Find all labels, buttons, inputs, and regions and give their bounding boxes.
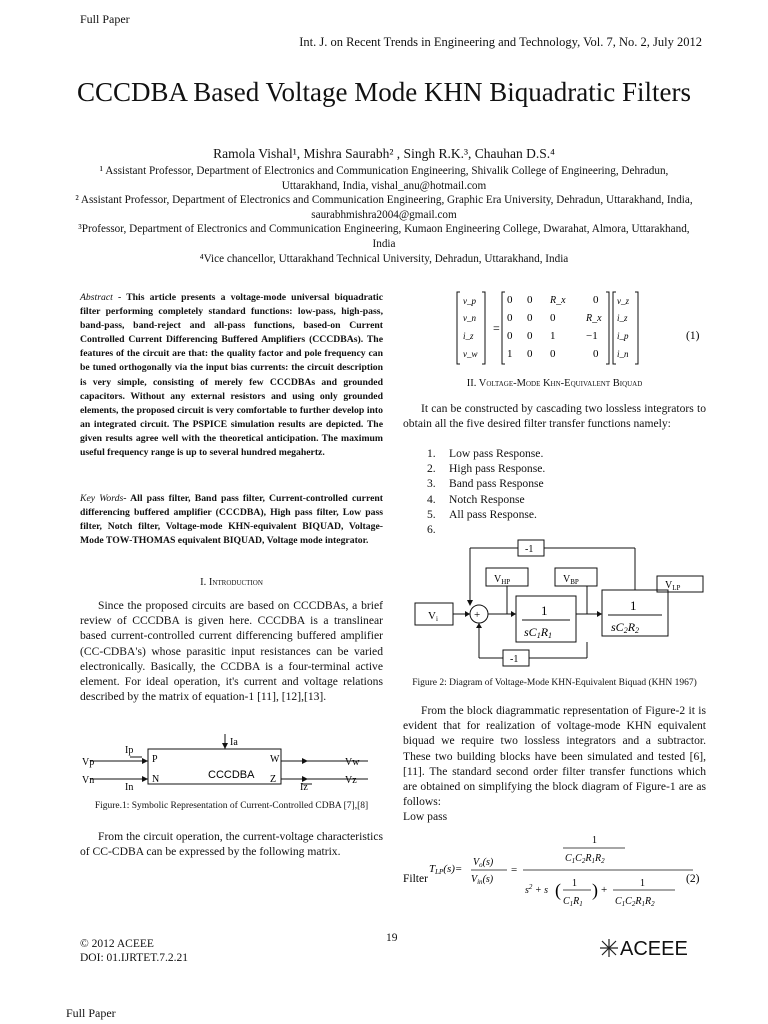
equation-2-number: (2) [686, 873, 700, 885]
rhs-ip: i_p [617, 331, 629, 341]
svg-text:-1: -1 [525, 544, 534, 555]
figure-1-caption: Figure.1: Symbolic Representation of Current-Controlled CDBA [7],[8] [94, 801, 369, 811]
section2-paragraph-1: It can be constructed by cascading two lossless integrators to obtain all the five desired filter transfer functions namely: [403, 402, 706, 431]
affiliations [70, 164, 698, 266]
svg-text:sC2R2: sC2R2 [611, 620, 640, 635]
fig1-label-vn: Vn [82, 775, 95, 786]
svg-text:1: 1 [541, 603, 548, 618]
affiliation-2: ² Assistant Professor, Department of Electronics and Communication Engineering, Graphic Era University, Dehradun, Uttarakhand, India, saurabhmishra2004@gmail.com [75, 194, 693, 221]
lowpass-label: Low pass [403, 810, 448, 823]
affiliation-3: ³Professor, Department of Electronics and Communication Engineering, Kumaon Engineering College, Dwarahat, Almora, Uttarakhand, India [78, 223, 690, 250]
figure-2-khn-block-diagram [410, 538, 716, 673]
svg-text:Vin(s): $V_{in}(s)$ [471, 874, 494, 886]
fig1-label-vw: Vw [345, 757, 360, 768]
svg-text:1: 1 [572, 878, 577, 889]
svg-text:Vo(s): $V_o(s)$ [473, 857, 494, 869]
svg-text:VBP: $V_{BP}$ [563, 574, 579, 586]
fig1-label-vp: Vp [82, 757, 95, 768]
response-list [427, 446, 545, 537]
svg-text:R_x: R_x [586, 313, 602, 324]
svg-text:+: + [601, 884, 608, 896]
section-heading-introduction: I. Introduction [200, 577, 263, 588]
header-label: Full Paper [80, 12, 130, 26]
rhs-vz: v_z [617, 296, 629, 306]
footer-label: Full Paper [66, 1006, 116, 1020]
list-item: 4. Notch Response [427, 492, 525, 506]
section2-paragraph-2: From the block diagrammatic representation of Figure-2 it is evident that for realization of voltage-mode KHN equivalent biquad we require two lossless integrators and a subtractor. These two building blocks have been simulated and tested [6], [11]. The standard second order filter transfer functions which are obtained on simplifying the block diagram of Figure-1 are as follows: [403, 704, 706, 809]
lhs-vn: v_n [463, 313, 476, 323]
authors: Ramola Vishal¹, Mishra Saurabh² , Singh R.K.³, Chauhan D.S.⁴ [213, 146, 555, 161]
paper-title: CCCDBA Based Voltage Mode KHN Biquadratic Filters [77, 77, 691, 107]
equation-2 [403, 830, 706, 910]
doi: DOI: 01.IJRTET.7.2.21 [80, 952, 189, 964]
svg-text:Filter: Filter [403, 873, 428, 885]
fig1-block-label: CCCDBA [208, 769, 255, 781]
rhs-in: i_n [617, 349, 629, 359]
lhs-vw: v_w [463, 349, 478, 359]
intro-paragraph-1: Since the proposed circuits are based on CCCDBAs, a brief review of CCCDBA is given here. CCCDBA is a translinear based current-controlled current differencing buffered amplifier (CC-CDBA's) whose parasitic input resistances can be varied electronically. Basically, the CCDBA is a four-terminal active element. For ideal operation, it's current and voltage relations described by the matrix of equation-1 [11], [12],[13]. [80, 599, 383, 704]
svg-text:1: 1 [640, 878, 645, 889]
fig1-label-ia: Ia [230, 737, 238, 748]
equation-1-matrix [403, 289, 706, 367]
abstract-label: Abstract [80, 292, 113, 303]
svg-text:-1: -1 [510, 654, 519, 665]
fig1-port-p: P [152, 754, 158, 765]
page-number: 19 [386, 932, 398, 944]
list-item: 5. All pass Response. [427, 507, 537, 521]
svg-text:0: 0 [507, 312, 513, 324]
svg-text:ACEEE: ACEEE [620, 938, 688, 960]
svg-text:=: = [493, 321, 500, 335]
svg-text:(: ( [555, 880, 561, 900]
figure-2-caption: Figure 2: Diagram of Voltage-Mode KHN-Equivalent Biquad (KHN 1967) [412, 678, 697, 688]
svg-text:R_x: R_x [550, 295, 566, 306]
svg-text:1: 1 [550, 330, 556, 342]
svg-text:C1R1: $C_1R_1$ [563, 896, 583, 908]
svg-text:Vi: Vi [428, 610, 438, 623]
aceee-logo [596, 934, 708, 962]
copyright: © 2012 ACEEE [80, 938, 154, 950]
svg-text:0: 0 [550, 312, 556, 324]
equation-1-number: (1) [686, 330, 700, 342]
figure-1-cccdba-symbol [80, 734, 383, 790]
svg-text:0: 0 [507, 330, 513, 342]
svg-text:VLP: $V_{LP}$ [665, 580, 681, 592]
svg-text:1: 1 [630, 598, 637, 613]
svg-text:+: + [474, 609, 481, 621]
svg-text:0: 0 [550, 348, 556, 360]
keywords [80, 492, 383, 548]
svg-text:0: 0 [527, 294, 533, 306]
lhs-iz: i_z [463, 331, 474, 341]
affiliation-4: ⁴Vice chancellor, Uttarakhand Technical University, Dehradun, Uttarakhand, India [199, 252, 569, 265]
svg-text:s2 + s: $s^2 + s$ [525, 883, 549, 896]
svg-text:TLP(s)=: TLP(s)= [429, 863, 463, 876]
svg-text:0: 0 [507, 294, 513, 306]
abstract [80, 291, 383, 460]
fig1-label-vz: Vz [345, 775, 357, 786]
list-item: 3. Band pass Response [427, 477, 544, 491]
svg-text:=: = [511, 864, 518, 876]
list-item: 1. Low pass Response. [427, 447, 544, 460]
footer-info [80, 937, 188, 965]
fig1-port-z: Z [270, 774, 277, 785]
svg-text:sC1R1: sC1R1 [524, 625, 553, 640]
list-item: 6. [427, 523, 436, 537]
svg-text:VHP: $V_{HP}$ [494, 574, 511, 586]
keywords-label: Key Words [80, 493, 124, 504]
section-heading-khn: II. Voltage-Mode Khn-Equivalent Biquad [466, 378, 643, 389]
svg-text:C1C2R1R2: $C_1C_2R_1R_2$ [615, 896, 655, 908]
svg-text:1: 1 [507, 348, 513, 360]
svg-text:0: 0 [527, 312, 533, 324]
rhs-iz: i_z [617, 313, 628, 323]
intro-paragraph-2: From the circuit operation, the current-voltage characteristics of CC-CDBA can be expressed by the following matrix. [80, 830, 383, 859]
fig1-label-in: In [125, 782, 134, 790]
fig1-port-w: W [270, 754, 280, 765]
list-item: 2. High pass Response. [427, 462, 546, 476]
fig1-label-ip: Ip [125, 745, 134, 756]
svg-text:0: 0 [527, 348, 533, 360]
star-icon [600, 939, 618, 957]
fig1-port-n: N [152, 774, 160, 785]
svg-text:1: 1 [592, 835, 597, 846]
abstract-text: - This article presents a voltage-mode universal biquadratic filter performing completely standard functions: low-pass, high-pass, band-pass, band-reject and all-pass functions, based-on Current Controlled Current Differencing Buffered Amplifiers (CCCDBAs). The features of the circuit are that: the quality factor and pole frequency can be tuned orthogonally via the input bias currents: the circuit description is very simple, consisting of merely few CCCDBAs and grounded capacitors. Without any external resistors and using only grounded elements, the proposed circuit is very comfortable to further develop into an integrated circuit. The PSPICE simulation results are depicted. The given results agree well with the theoretical anticipation. The maximum useful frequency range is up to several hundred megahertz. [80, 292, 383, 459]
svg-text:−1: −1 [586, 330, 598, 342]
lhs-vp: v_p [463, 296, 476, 306]
svg-text:): ) [592, 880, 598, 900]
svg-text:C1C2R1R2: $C_1C_2R_1R_2$ [565, 853, 605, 865]
affiliation-1: ¹ Assistant Professor, Department of Electronics and Communication Engineering, Shivalik College of Engineering, Dehradun, Uttarakhand, India, vishal_anu@hotmail.com [99, 165, 669, 192]
svg-text:0: 0 [593, 348, 599, 360]
svg-text:0: 0 [527, 330, 533, 342]
svg-text:0: 0 [593, 294, 599, 306]
fig1-label-iz: Iz [300, 782, 308, 790]
journal-citation: Int. J. on Recent Trends in Engineering and Technology, Vol. 7, No. 2, July 2012 [299, 35, 702, 49]
keywords-text: - All pass filter, Band pass filter, Current-controlled current differencing buffered amplifier (CCCDBA), High pass filter, Low pass filter, Notch filter, Voltage-mode KHN-equivalent BIQUAD, Voltage-Mode TOW-THOMAS equivalent BIQUAD, Voltage mode integrator. [80, 493, 383, 547]
